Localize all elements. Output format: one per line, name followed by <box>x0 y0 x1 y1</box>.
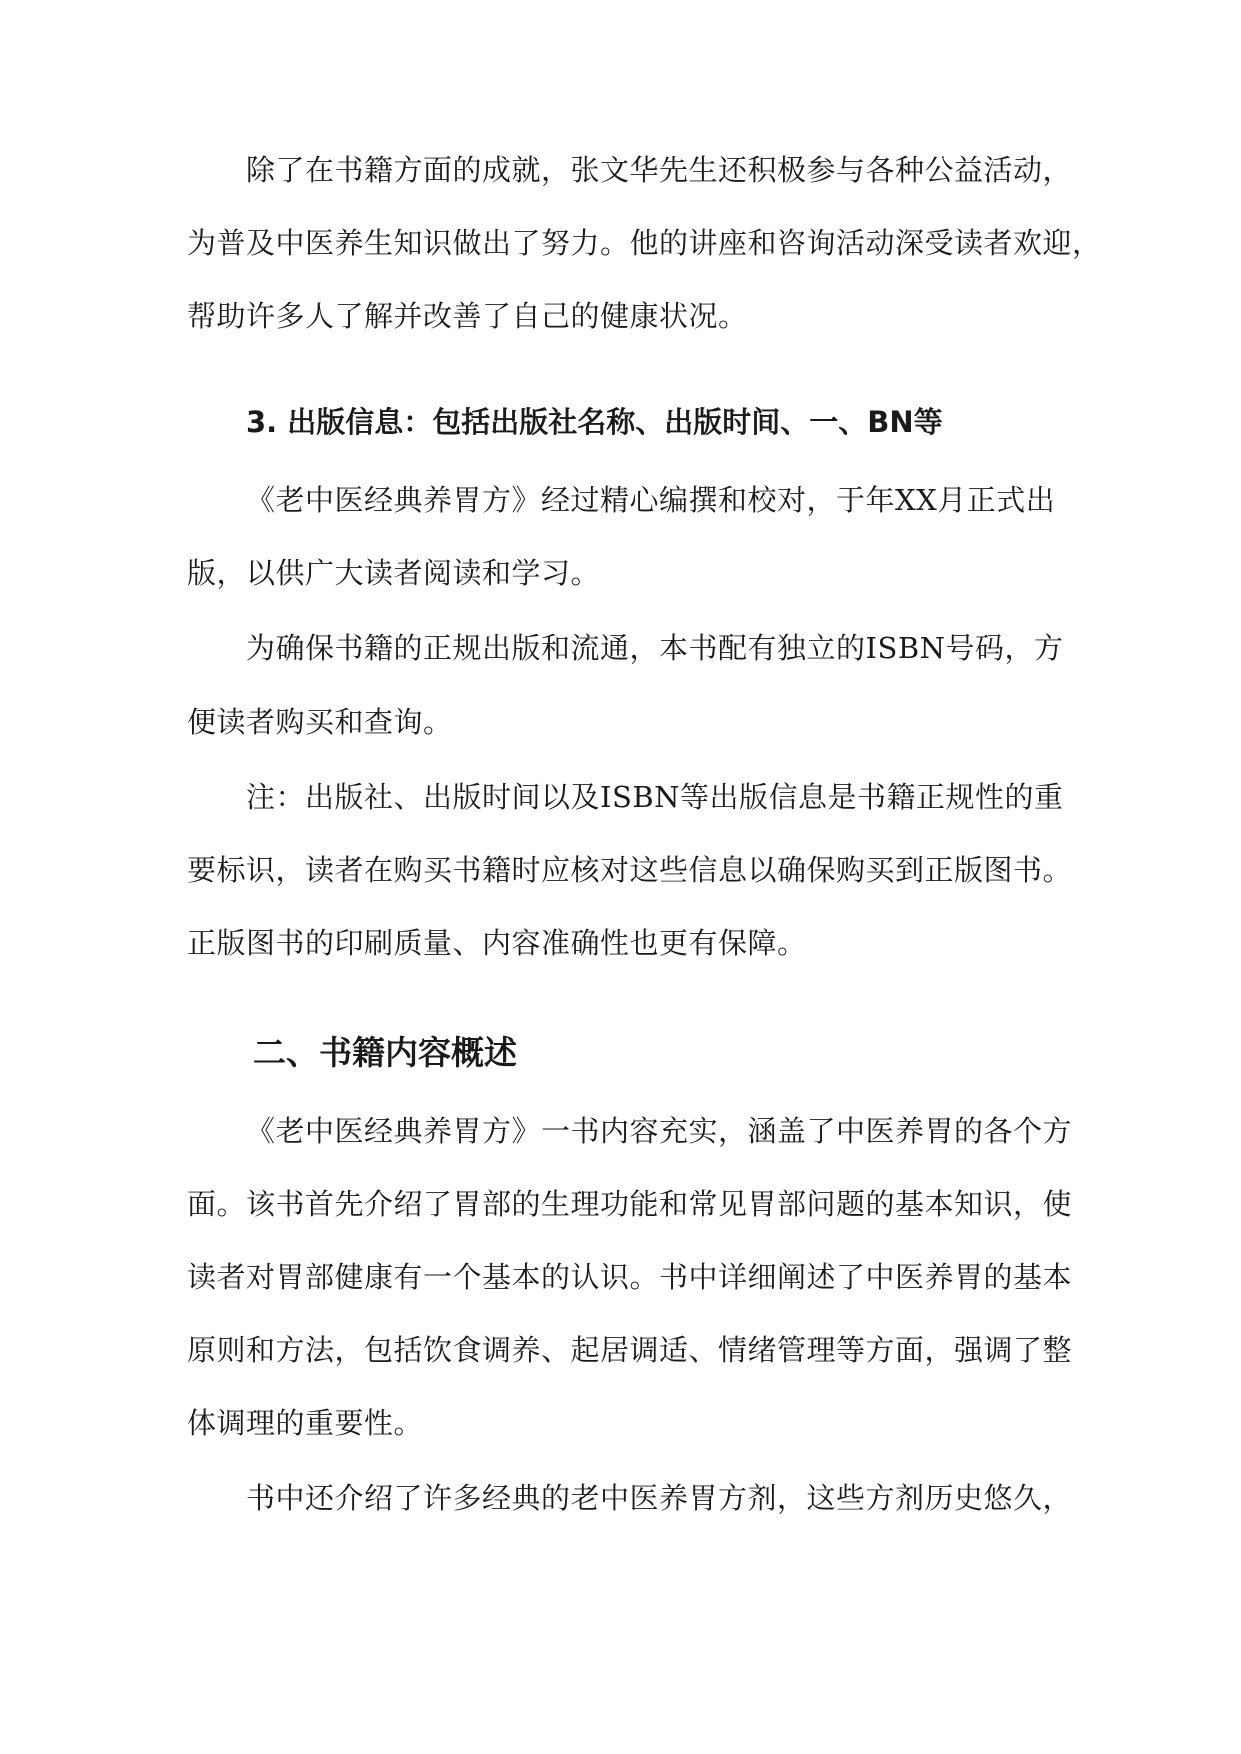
section-heading: 3. 出版信息：包括出版社名称、出版时间、一、BN等 <box>246 405 943 439</box>
paragraph-line: 面。该书首先介绍了胃部的生理功能和常见胃部问题的基本知识，使 <box>187 1187 1073 1221</box>
paragraph-line: 原则和方法，包括饮食调养、起居调适、情绪管理等方面，强调了整 <box>187 1333 1073 1367</box>
paragraph-line: 便读者购买和查询。 <box>187 705 453 739</box>
chapter-heading: 二、书籍内容概述 <box>253 1033 517 1072</box>
paragraph-line: 书中还介绍了许多经典的老中医养胃方剂，这些方剂历史悠久， <box>246 1481 1073 1515</box>
paragraph-line: 读者对胃部健康有一个基本的认识。书中详细阐述了中医养胃的基本 <box>187 1260 1073 1294</box>
paragraph-line: 帮助许多人了解并改善了自己的健康状况。 <box>187 299 748 333</box>
paragraph-line: 《老中医经典养胃方》一书内容充实，涵盖了中医养胃的各个方 <box>246 1114 1073 1148</box>
paragraph-line: 为确保书籍的正规出版和流通，本书配有独立的ISBN号码，方 <box>246 631 1064 665</box>
paragraph-line: 注：出版社、出版时间以及ISBN等出版信息是书籍正规性的重 <box>246 780 1064 814</box>
paragraph-line: 体调理的重要性。 <box>187 1406 424 1440</box>
paragraph-line: 除了在书籍方面的成就，张文华先生还积极参与各种公益活动， <box>246 153 1073 187</box>
paragraph-line: 《老中医经典养胃方》经过精心编撰和校对，于年XX月正式出 <box>246 483 1056 517</box>
paragraph-line: 正版图书的印刷质量、内容准确性也更有保障。 <box>187 926 807 960</box>
paragraph-line: 版，以供广大读者阅读和学习。 <box>187 556 601 590</box>
paragraph-line: 为普及中医养生知识做出了努力。他的讲座和咨询活动深受读者欢迎， <box>187 226 1102 260</box>
paragraph-line: 要标识，读者在购买书籍时应核对这些信息以确保购买到正版图书。 <box>187 853 1073 887</box>
